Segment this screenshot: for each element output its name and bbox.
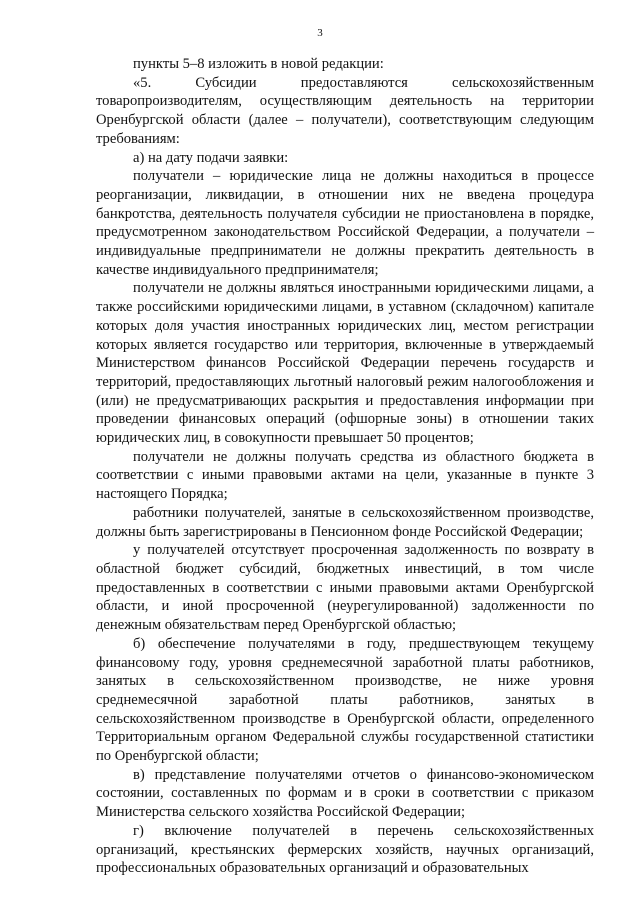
- paragraph-debt: у получателей отсутствует просроченная задолженность по возврату в областной бюджет субсидий, бюджетных инвестиций, в том числе предоставленных в соответствии с иными правовыми актами Оренбургской области, и иной просроченной (неурегулированной) задолженности по денежным обязательствам перед Оренбургской областью;: [96, 542, 594, 634]
- page-number: 3: [317, 27, 323, 39]
- paragraph-foreign-entities: получатели не должны являться иностранными юридическими лицами, а также российскими юридическими лицами, в уставном (складочном) капитале которых доля участия иностранных юридических лиц, местом регистрации которых является государство или территория, включенные в утверждаемый Министерством финансов Российской Федерации перечень государств и территорий, предоставляющих льготный налоговый режим налогообложения и (или) не предусматривающих раскрытия и предоставления информации при проведении финансовых операций (офшорные зоны) в отношении таких юридических лиц, в совокупности превышает 50 процентов;: [96, 280, 594, 447]
- paragraph-subitem-g: г) включение получателей в перечень сельскохозяйственных организаций, крестьянских фермерских хозяйств, научных организаций, профессиональных образовательных организаций и образовательных: [96, 822, 594, 877]
- paragraph-item-5: «5. Субсидии предоставляются сельскохозяйственным товаропроизводителям, осуществляющим деятельность на территории Оренбургской области (далее – получатели), соответствующим следующим требованиям:: [96, 74, 594, 147]
- paragraph-regional-budget: получатели не должны получать средства из областного бюджета в соответствии с иными правовыми актами на цели, указанные в пункте 3 настоящего Порядка;: [96, 448, 594, 503]
- document-body: [96, 55, 594, 878]
- paragraph-subitem-v: в) представление получателями отчетов о финансово-экономическом состоянии, составленных по формам и в сроки в соответствии с приказом Министерства сельского хозяйства Российской Федерации;: [96, 766, 594, 821]
- paragraph-reorganization: получатели – юридические лица не должны находиться в процессе реорганизации, ликвидации, в отношении них не введена процедура банкротства, деятельность получателя субсидии не приостановлена в порядке, предусмотренном законодательством Российской Федерации, а получатели – индивидуальные предприниматели не должны прекратить деятельность в качестве индивидуального предпринимателя;: [96, 168, 594, 278]
- paragraph-pension-fund: работники получателей, занятые в сельскохозяйственном производстве, должны быть зарегистрированы в Пенсионном фонде Российской Федерации;: [96, 504, 594, 540]
- paragraph-subitem-b: б) обеспечение получателями в году, предшествующем текущему финансовому году, уровня среднемесячной заработной платы работников, занятых в сельскохозяйственном производстве, не ниже уровня среднемесячной заработной платы работников, занятых в сельскохозяйственном производстве в Оренбургской области, определенного Территориальным органом Федеральной службы государственной статистики по Оренбургской области;: [96, 635, 594, 765]
- paragraph-subitem-a: а) на дату подачи заявки:: [133, 149, 289, 166]
- paragraph-intro: пункты 5–8 изложить в новой редакции:: [133, 56, 384, 72]
